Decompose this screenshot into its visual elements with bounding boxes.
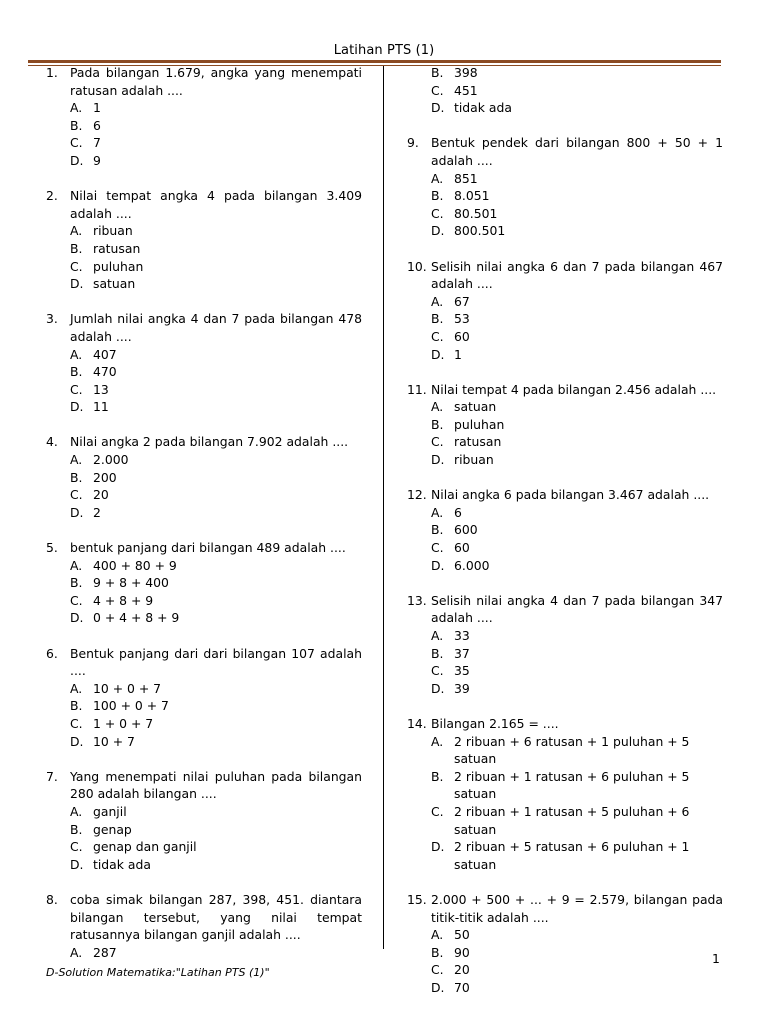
answer-option [407, 433, 723, 451]
option-letter: D. [431, 452, 445, 468]
option-text: 60 [454, 540, 470, 556]
option-letter: C. [70, 135, 83, 151]
option-letter: D. [431, 100, 445, 116]
option-text: 90 [454, 944, 470, 960]
answer-option [46, 944, 362, 962]
option-text: 9 [93, 152, 101, 168]
answer-option [46, 346, 362, 364]
option-letter: C. [431, 328, 444, 344]
option-letter: C. [70, 592, 83, 608]
answer-option [407, 205, 723, 223]
answer-option [407, 328, 723, 346]
option-letter: C. [70, 381, 83, 397]
question-number: 6. [46, 645, 58, 661]
question-text: Pada bilangan 1.679, angka yang menempati ratusan adalah .... [70, 65, 362, 98]
option-text: 451 [454, 82, 478, 98]
option-text: 10 + 0 + 7 [93, 680, 162, 696]
option-letter: D. [431, 223, 445, 239]
answer-option [46, 381, 362, 399]
question-text: Selisih nilai angka 4 dan 7 pada bilangan 347 adalah .... [431, 592, 723, 626]
answer-option [407, 451, 723, 469]
answer-option [407, 64, 723, 82]
question-text: Selisih nilai angka 6 dan 7 pada bilangan 467 adalah .... [431, 258, 723, 292]
option-text: 9 + 8 + 400 [93, 575, 169, 591]
option-letter: A. [70, 100, 83, 116]
question-stem [46, 310, 362, 345]
option-text: 200 [93, 469, 117, 485]
page-header-title: Latihan PTS (1) [333, 43, 435, 58]
option-text: 1 + 0 + 7 [93, 715, 154, 731]
question-number: 15. [407, 891, 427, 907]
option-text: 287 [93, 944, 117, 960]
option-letter: C. [431, 434, 444, 450]
option-text: 1 [454, 346, 462, 362]
option-letter: A. [431, 293, 444, 309]
option-letter: A. [431, 399, 444, 415]
option-letter: D. [431, 557, 445, 573]
answer-option [46, 222, 362, 240]
option-text: 8.051 [454, 188, 490, 204]
question-stem [407, 258, 723, 293]
answer-option [407, 926, 723, 944]
answer-option [46, 838, 362, 856]
question-item [407, 592, 723, 698]
option-text: 11 [93, 399, 109, 415]
answer-option [407, 803, 723, 838]
answer-option [46, 486, 362, 504]
answer-option [407, 310, 723, 328]
option-text: ribuan [454, 452, 494, 468]
option-text: 6 [454, 504, 462, 520]
option-letter: B. [70, 469, 83, 485]
question-text: Bentuk pendek dari bilangan 800 + 50 + 1 adalah .... [431, 135, 723, 168]
option-letter: B. [70, 364, 83, 380]
question-stem [46, 768, 362, 803]
option-letter: D. [70, 733, 84, 749]
option-letter: B. [70, 698, 83, 714]
question-number: 8. [46, 891, 58, 907]
option-text: tidak ada [454, 100, 512, 116]
option-letter: C. [431, 82, 444, 98]
option-letter: B. [70, 117, 83, 133]
answer-option [46, 680, 362, 698]
answer-option [46, 398, 362, 416]
option-letter: B. [431, 65, 444, 80]
answer-option [407, 187, 723, 205]
option-letter: C. [70, 487, 83, 503]
option-text: 6.000 [454, 557, 490, 573]
option-text: ganjil [93, 803, 127, 819]
option-letter: B. [431, 416, 444, 432]
question-item [46, 310, 362, 416]
option-text: puluhan [93, 258, 144, 274]
option-text: 50 [454, 927, 470, 943]
answer-option [46, 592, 362, 610]
question-number: 2. [46, 188, 58, 204]
answer-option [46, 557, 362, 575]
question-item [407, 381, 723, 469]
answer-option [407, 170, 723, 188]
option-text: genap [93, 821, 132, 837]
question-text: Nilai tempat angka 4 pada bilangan 3.409 adalah .... [70, 188, 362, 221]
option-text: 600 [454, 522, 478, 538]
answer-option [407, 838, 723, 873]
question-number: 14. [407, 715, 427, 731]
question-number: 13. [407, 592, 427, 608]
option-text: 2 ribuan + 1 ratusan + 6 puluhan + 5 satuan [454, 768, 690, 802]
question-number: 12. [407, 487, 427, 503]
question-text: Bentuk panjang dari dari bilangan 107 adalah .... [70, 645, 362, 679]
option-text: 70 [454, 979, 470, 995]
option-text: 100 + 0 + 7 [93, 698, 169, 714]
option-letter: B. [70, 240, 83, 256]
answer-option [407, 416, 723, 434]
question-item [407, 258, 723, 364]
answer-option [407, 557, 723, 575]
option-letter: D. [70, 152, 84, 168]
option-letter: A. [431, 504, 444, 520]
answer-option [407, 645, 723, 663]
option-text: 33 [454, 628, 470, 643]
answer-option [46, 451, 362, 469]
option-text: 398 [454, 65, 478, 80]
question-item [46, 187, 362, 293]
answer-option [407, 504, 723, 522]
question-item [46, 433, 362, 521]
question-item [407, 486, 723, 574]
question-text: Bilangan 2.165 = .... [431, 715, 559, 731]
option-text: puluhan [454, 416, 505, 432]
answer-option [46, 803, 362, 821]
option-letter: C. [70, 715, 83, 731]
answer-option [46, 258, 362, 276]
option-letter: D. [431, 346, 445, 362]
question-8-continued-options [407, 64, 723, 117]
answer-option [407, 627, 723, 645]
question-stem [46, 64, 362, 99]
question-text: 2.000 + 500 + ... + 9 = 2.579, bilangan pada titik-titik adalah .... [431, 891, 723, 925]
answer-option [46, 469, 362, 487]
option-text: 6 [93, 117, 101, 133]
question-stem [46, 891, 362, 944]
question-stem [46, 539, 362, 557]
option-text: 67 [454, 293, 470, 309]
question-number: 11. [407, 381, 427, 397]
option-text: 20 [454, 962, 470, 978]
option-letter: D. [70, 610, 84, 626]
answer-option [407, 961, 723, 979]
option-letter: A. [70, 944, 83, 960]
option-letter: B. [70, 821, 83, 837]
option-text: 0 + 4 + 8 + 9 [93, 610, 180, 626]
header-rule-thick [28, 60, 721, 63]
option-letter: A. [431, 628, 444, 643]
option-text: 4 + 8 + 9 [93, 592, 154, 608]
option-letter: A. [70, 803, 83, 819]
option-letter: C. [431, 540, 444, 556]
question-item [46, 645, 362, 751]
option-text: 7 [93, 135, 101, 151]
question-item [46, 64, 362, 170]
option-letter: B. [431, 645, 444, 661]
question-item [407, 891, 723, 997]
option-text: 2 ribuan + 5 ratusan + 6 puluhan + 1 satuan [454, 839, 690, 872]
option-text: 2 ribuan + 6 ratusan + 1 puluhan + 5 satuan [454, 733, 690, 767]
option-text: 60 [454, 328, 470, 344]
option-letter: A. [431, 170, 444, 186]
answer-option [407, 293, 723, 311]
option-text: satuan [454, 399, 497, 415]
option-letter: B. [431, 944, 444, 960]
answer-option [407, 521, 723, 539]
question-item [407, 715, 723, 873]
answer-option [46, 363, 362, 381]
question-text: Jumlah nilai angka 4 dan 7 pada bilangan 478 adalah .... [70, 311, 362, 344]
option-text: 470 [93, 364, 117, 380]
answer-option [46, 240, 362, 258]
question-stem [407, 134, 723, 169]
right-column [407, 64, 723, 1014]
answer-option [407, 979, 723, 997]
question-text: Yang menempati nilai puluhan pada bilangan 280 adalah bilangan .... [70, 768, 362, 802]
answer-option [46, 574, 362, 592]
question-stem [46, 433, 362, 451]
question-stem [407, 891, 723, 926]
question-text: coba simak bilangan 287, 398, 451. diantara bilangan tersebut, yang nilai tempat ratusannya bilangan ganjil adalah .... [70, 891, 362, 943]
option-letter: D. [431, 979, 445, 995]
answer-option [407, 662, 723, 680]
option-letter: D. [431, 680, 445, 696]
left-column [46, 64, 362, 979]
option-text: 37 [454, 645, 470, 661]
option-letter: B. [431, 311, 444, 327]
option-text: 1 [93, 100, 101, 116]
question-number: 1. [46, 65, 58, 80]
option-letter: B. [70, 575, 83, 591]
option-text: 53 [454, 311, 470, 327]
option-text: tidak ada [93, 856, 151, 872]
answer-option [46, 715, 362, 733]
footer-text: D-Solution Matematika:"Latihan PTS (1)" [46, 966, 270, 979]
question-stem [407, 715, 723, 733]
option-text: 80.501 [454, 205, 498, 221]
answer-option [46, 117, 362, 135]
answer-option [407, 539, 723, 557]
option-letter: B. [431, 522, 444, 538]
answer-option [407, 733, 723, 768]
option-text: 10 + 7 [93, 733, 135, 749]
option-letter: D. [70, 399, 84, 415]
option-letter: A. [70, 452, 83, 468]
page-number: 1 [712, 951, 720, 966]
option-letter: C. [70, 258, 83, 274]
option-letter: D. [70, 856, 84, 872]
option-letter: B. [431, 768, 444, 784]
question-item [46, 891, 362, 961]
question-text: Nilai angka 6 pada bilangan 3.467 adalah .... [431, 487, 710, 503]
option-text: 407 [93, 346, 117, 362]
option-text: satuan [93, 276, 136, 292]
answer-option [407, 82, 723, 100]
answer-option [407, 99, 723, 117]
question-number: 5. [46, 540, 58, 556]
option-letter: A. [431, 927, 444, 943]
answer-option [407, 346, 723, 364]
question-number: 7. [46, 768, 58, 784]
question-stem [46, 187, 362, 222]
option-letter: D. [70, 504, 84, 520]
option-letter: A. [70, 223, 83, 239]
question-text: Nilai angka 2 pada bilangan 7.902 adalah .... [70, 434, 349, 450]
answer-option [46, 821, 362, 839]
answer-option [46, 134, 362, 152]
option-text: 2 [93, 504, 101, 520]
question-text: bentuk panjang dari bilangan 489 adalah .... [70, 540, 346, 556]
question-number: 9. [407, 135, 419, 151]
answer-option [46, 733, 362, 751]
option-text: ribuan [93, 223, 133, 239]
option-text: genap dan ganjil [93, 839, 197, 855]
option-letter: C. [70, 839, 83, 855]
answer-option [407, 944, 723, 962]
answer-option [407, 398, 723, 416]
option-text: ratusan [93, 240, 141, 256]
answer-option [46, 504, 362, 522]
option-text: 39 [454, 680, 470, 696]
option-letter: A. [70, 346, 83, 362]
answer-option [407, 680, 723, 698]
question-stem [407, 381, 723, 399]
question-stem [407, 592, 723, 627]
option-letter: C. [431, 205, 444, 221]
answer-option [407, 768, 723, 803]
answer-option [46, 99, 362, 117]
option-text: 35 [454, 663, 470, 679]
question-item [407, 134, 723, 240]
question-item [46, 768, 362, 874]
option-text: 13 [93, 381, 109, 397]
question-stem [46, 645, 362, 680]
answer-option [46, 609, 362, 627]
option-letter: D. [70, 276, 84, 292]
option-letter: C. [431, 962, 444, 978]
option-text: 2.000 [93, 452, 129, 468]
option-text: 800.501 [454, 223, 506, 239]
option-letter: A. [70, 557, 83, 573]
question-text: Nilai tempat 4 pada bilangan 2.456 adalah .... [431, 381, 717, 397]
question-stem [407, 486, 723, 504]
option-letter: B. [431, 188, 444, 204]
option-text: 2 ribuan + 1 ratusan + 5 puluhan + 6 satuan [454, 803, 690, 837]
answer-option [46, 697, 362, 715]
option-text: 20 [93, 487, 109, 503]
answer-option [46, 856, 362, 874]
option-text: 400 + 80 + 9 [93, 557, 177, 573]
answer-option [46, 275, 362, 293]
option-text: 851 [454, 170, 478, 186]
column-divider [383, 66, 384, 949]
option-letter: C. [431, 663, 444, 679]
option-letter: A. [70, 680, 83, 696]
option-letter: C. [431, 803, 444, 819]
option-letter: D. [431, 839, 445, 855]
question-item [46, 539, 362, 627]
answer-option [407, 222, 723, 240]
question-number: 10. [407, 258, 427, 274]
question-number: 3. [46, 311, 58, 327]
question-number: 4. [46, 434, 58, 450]
option-text: ratusan [454, 434, 502, 450]
answer-option [46, 152, 362, 170]
option-letter: A. [431, 733, 444, 749]
